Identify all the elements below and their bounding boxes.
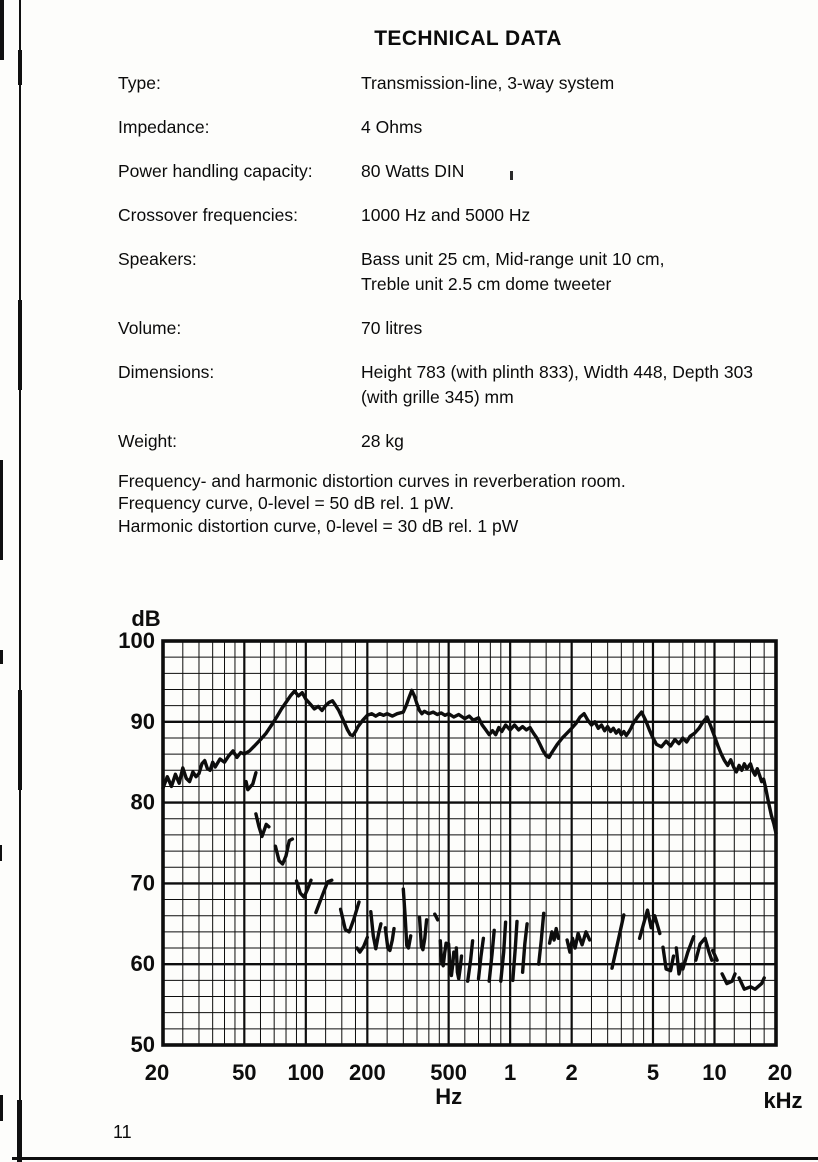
page-number: 11 xyxy=(113,1122,132,1142)
spec-label: Type: xyxy=(118,73,161,93)
harmonic-distortion-curve-segment xyxy=(567,932,590,952)
x-tick-label: 500 xyxy=(430,1060,468,1085)
harmonic-distortion-curve-segment xyxy=(501,922,506,981)
spec-value: Transmission-line, 3-way system xyxy=(361,73,615,93)
spec-value: Height 783 (with plinth 833), Width 448, Depth 303 (with grille 345) mm xyxy=(361,362,754,407)
note-line: Harmonic distortion curve, 0-level = 30 dB rel. 1 pW xyxy=(118,515,519,536)
x-tick-label: 2 xyxy=(565,1060,578,1085)
spec-label: Crossover frequencies: xyxy=(118,205,298,225)
spec-value: 4 Ohms xyxy=(361,117,423,137)
harmonic-distortion-curve-segment xyxy=(739,978,764,989)
harmonic-distortion-curve-segment xyxy=(385,928,394,951)
harmonic-distortion-curve-segment xyxy=(420,917,427,949)
x-axis-unit-khz-label: kHz xyxy=(763,1088,803,1113)
spec-label: Volume: xyxy=(118,318,182,338)
spec-row xyxy=(118,159,813,184)
harmonic-distortion-curve-segment xyxy=(246,773,256,790)
spec-row xyxy=(118,316,813,341)
x-tick-label: 20 xyxy=(767,1060,793,1085)
y-tick-label: 100 xyxy=(118,628,155,653)
harmonic-distortion-curve-segment xyxy=(663,947,674,971)
x-tick-label: 100 xyxy=(287,1060,325,1085)
frequency-response-chart xyxy=(0,585,818,1130)
y-tick-label: 50 xyxy=(130,1032,155,1057)
x-axis-unit-hz-label: Hz xyxy=(435,1084,463,1109)
spec-value: 80 Watts DIN xyxy=(361,161,465,181)
scan-edge-mark xyxy=(0,0,4,60)
harmonic-distortion-curve-segment xyxy=(440,941,446,966)
x-tick-label: 5 xyxy=(646,1060,660,1085)
spec-table xyxy=(118,71,813,473)
harmonic-distortion-curve-segment xyxy=(513,921,517,980)
spec-row xyxy=(118,115,813,140)
scan-gutter-segment xyxy=(18,300,22,390)
harmonic-distortion-curve-segment xyxy=(449,944,454,976)
x-tick-label: 20 xyxy=(144,1060,170,1085)
scan-bottom-edge-line xyxy=(12,1157,818,1160)
y-tick-label: 80 xyxy=(130,789,155,815)
note-line: Frequency curve, 0-level = 50 dB rel. 1 pW. xyxy=(118,493,455,514)
scan-gutter-segment xyxy=(18,50,22,85)
y-axis-unit-label: dB xyxy=(131,606,161,631)
harmonic-distortion-curve-segment xyxy=(341,902,359,932)
y-tick-label: 60 xyxy=(130,951,155,977)
harmonic-distortion-curve-segment xyxy=(403,889,410,948)
note-line: Frequency- and harmonic distortion curves in reverberation room. xyxy=(118,471,626,491)
harmonic-distortion-curve-segment xyxy=(256,814,269,837)
x-tick-label: 50 xyxy=(232,1060,257,1085)
plot-frame xyxy=(163,641,776,1045)
harmonic-distortion-curve-segment xyxy=(722,974,735,984)
y-tick-label: 90 xyxy=(130,708,155,734)
harmonic-distortion-curve-segment xyxy=(435,914,438,920)
harmonic-distortion-curve-segment xyxy=(612,915,624,968)
harmonic-distortion-curve-segment xyxy=(676,948,681,974)
spec-row xyxy=(118,247,813,297)
harmonic-distortion-curve-segment xyxy=(479,938,484,978)
spec-row xyxy=(118,429,813,454)
spec-label: Impedance: xyxy=(118,117,210,137)
harmonic-distortion-curve-segment xyxy=(371,912,381,949)
scan-edge-mark xyxy=(0,460,3,560)
spec-value: Bass unit 25 cm, Mid-range unit 10 cm, Treble unit 2.5 cm dome tweeter xyxy=(361,249,665,294)
spec-label: Speakers: xyxy=(118,249,197,269)
spec-label: Power handling capacity: xyxy=(118,161,313,181)
spec-row xyxy=(118,360,813,410)
spec-value: 70 litres xyxy=(361,318,423,338)
spec-value: 28 kg xyxy=(361,431,404,451)
harmonic-distortion-curve-segment xyxy=(539,913,544,964)
harmonic-distortion-curve-segment xyxy=(357,938,367,953)
y-tick-label: 70 xyxy=(130,870,155,896)
spec-value: 1000 Hz and 5000 Hz xyxy=(361,205,531,225)
spec-label: Dimensions: xyxy=(118,362,215,382)
x-tick-label: 10 xyxy=(702,1060,727,1085)
page-title: TECHNICAL DATA xyxy=(374,27,562,50)
harmonic-distortion-curve-segment xyxy=(713,951,717,961)
harmonic-distortion-curve-segment xyxy=(316,880,332,912)
x-tick-label: 1 xyxy=(504,1060,517,1085)
harmonic-distortion-curve-segment xyxy=(468,941,473,981)
notes-paragraph xyxy=(118,470,813,537)
spec-label: Weight: xyxy=(118,431,178,451)
x-tick-label: 200 xyxy=(348,1060,386,1085)
spec-row xyxy=(118,203,813,228)
harmonic-distortion-curve-segment xyxy=(696,938,712,960)
harmonic-distortion-curve-segment xyxy=(640,910,660,938)
frequency-response-curve xyxy=(163,690,776,833)
spec-row xyxy=(118,71,813,96)
harmonic-distortion-curve-segment xyxy=(550,929,559,944)
